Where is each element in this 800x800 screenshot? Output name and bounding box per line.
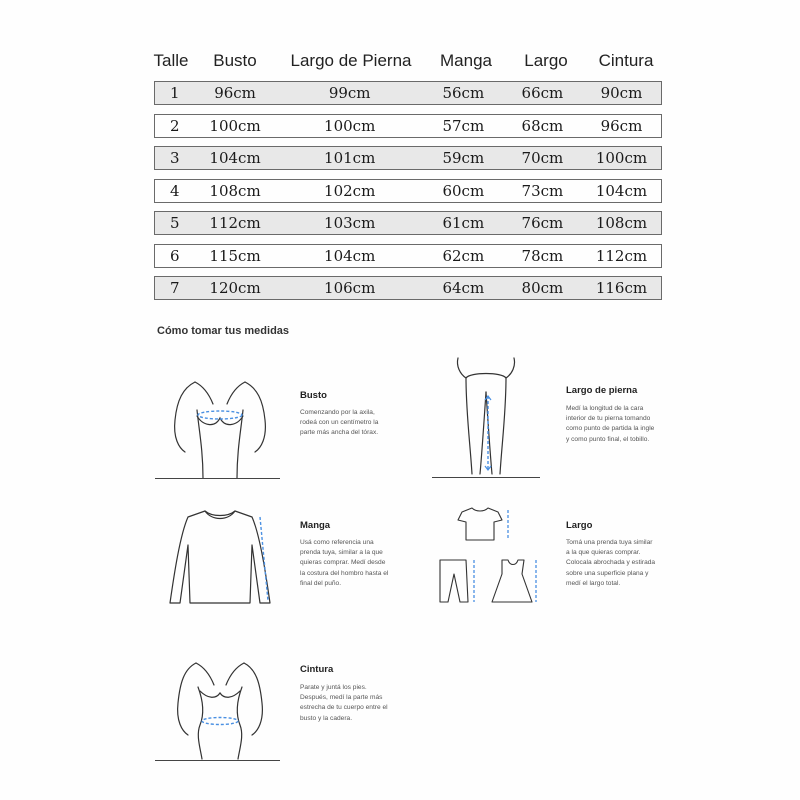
- cintura-desc-line: Después, medí la parte más: [300, 694, 383, 702]
- cell-busto: 115cm: [209, 246, 261, 265]
- largo-pierna-figure: [430, 352, 540, 480]
- cell-manga: 59cm: [442, 149, 485, 167]
- header-largo-pierna: Largo de Pierna: [290, 51, 412, 70]
- manga-title: Manga: [300, 520, 331, 531]
- busto-description: [300, 408, 378, 439]
- cell-talle: 5: [169, 214, 180, 232]
- header-busto: Busto: [213, 51, 257, 70]
- cell-busto: 120cm: [209, 279, 261, 297]
- cell-largo-pierna: 100cm: [324, 116, 376, 135]
- manga-description: [300, 538, 388, 589]
- cell-talle: 6: [169, 246, 180, 265]
- cell-manga: 61cm: [442, 214, 485, 232]
- cell-talle: 4: [169, 181, 180, 200]
- cell-manga: 56cm: [442, 84, 485, 102]
- table-row: [154, 276, 662, 300]
- cell-manga: 57cm: [442, 116, 485, 135]
- busto-desc-line: Comenzando por la axila,: [300, 409, 375, 416]
- cell-manga: 60cm: [442, 181, 485, 200]
- table-row: [154, 211, 662, 235]
- cell-cintura: 90cm: [600, 84, 643, 102]
- table-row: [154, 114, 662, 138]
- cell-cintura: 116cm: [595, 279, 648, 297]
- cell-busto: 112cm: [209, 214, 261, 232]
- cell-largo-pierna: 106cm: [324, 279, 376, 297]
- busto-title: Busto: [300, 390, 327, 401]
- largo-desc-line: Colocala abrochada y estirada: [566, 559, 656, 567]
- largo-desc-line: Tomá una prenda tuya similar: [566, 539, 653, 546]
- cell-cintura: 96cm: [600, 116, 643, 135]
- cell-largo-pierna: 104cm: [324, 246, 376, 265]
- header-cintura: Cintura: [598, 51, 654, 70]
- cell-cintura: 104cm: [595, 181, 648, 200]
- manga-figure: [160, 505, 285, 610]
- size-table: [148, 45, 668, 309]
- largo-description: [566, 538, 655, 589]
- cell-largo-pierna: 99cm: [328, 84, 371, 102]
- busto-figure: [155, 360, 285, 480]
- cintura-desc-line: busto y la cadera.: [300, 714, 353, 722]
- busto-baseline: [155, 478, 280, 479]
- cell-busto: 100cm: [209, 116, 261, 135]
- cell-cintura: 112cm: [595, 246, 648, 265]
- largo-title: Largo: [566, 520, 593, 531]
- cell-talle: 3: [169, 149, 180, 167]
- cell-largo: 78cm: [521, 246, 564, 265]
- table-row: [154, 244, 662, 268]
- cintura-desc-line: estrecha de tu cuerpo entre el: [300, 704, 388, 712]
- cintura-desc-line: Parate y juntá los pies.: [300, 684, 367, 691]
- table-header: [148, 45, 668, 77]
- cell-cintura: 100cm: [595, 149, 648, 167]
- largo-figure: [432, 502, 542, 612]
- cell-manga: 64cm: [442, 279, 485, 297]
- largo-pierna-desc-line: como punto de partida la ingle: [566, 425, 655, 433]
- cell-largo: 73cm: [521, 181, 564, 200]
- table-row: [154, 81, 662, 105]
- cell-talle: 7: [169, 279, 180, 297]
- cell-manga: 62cm: [442, 246, 485, 265]
- cell-largo: 68cm: [521, 116, 564, 135]
- cell-largo: 70cm: [521, 149, 564, 167]
- header-talle: Talle: [153, 51, 189, 70]
- cell-largo: 66cm: [521, 84, 564, 102]
- largo-pierna-desc-line: Medí la longitud de la cara: [566, 405, 644, 412]
- guide-title: Cómo tomar tus medidas: [157, 325, 290, 337]
- header-manga: Manga: [440, 51, 492, 70]
- cell-busto: 96cm: [214, 84, 256, 102]
- cell-busto: 108cm: [209, 181, 261, 200]
- busto-desc-line: parte más ancha del tórax.: [300, 429, 379, 437]
- manga-desc-line: Usá como referencia una: [300, 539, 374, 546]
- manga-desc-line: prenda tuya, similar a la que: [300, 549, 383, 557]
- cell-largo: 80cm: [521, 279, 564, 297]
- cell-largo-pierna: 101cm: [324, 149, 376, 167]
- largo-pierna-description: [566, 404, 654, 445]
- table-row: [154, 146, 662, 170]
- header-largo: Largo: [524, 51, 568, 70]
- table-row: [154, 179, 662, 203]
- manga-desc-line: la costura del hombro hasta el: [300, 569, 389, 577]
- largo-desc-line: sobre una superficie plana y: [566, 569, 649, 577]
- largo-desc-line: medí el largo total.: [566, 579, 621, 587]
- cell-talle: 1: [169, 84, 180, 102]
- cintura-description: [300, 683, 388, 724]
- cintura-baseline: [155, 760, 280, 761]
- cintura-figure: [160, 643, 280, 761]
- largo-pierna-desc-line: y como punto final, el tobillo.: [566, 435, 650, 443]
- largo-desc-line: a la que quieras comprar.: [566, 549, 641, 557]
- manga-desc-line: quieras comprar. Medí desde: [300, 559, 386, 567]
- largo-pierna-title: Largo de pierna: [566, 385, 638, 396]
- cell-busto: 104cm: [209, 149, 261, 167]
- cell-largo: 76cm: [521, 214, 564, 232]
- busto-desc-line: rodeá con un centímetro la: [300, 419, 379, 427]
- cell-largo-pierna: 102cm: [324, 181, 376, 200]
- cell-largo-pierna: 103cm: [324, 214, 376, 232]
- manga-desc-line: final del puño.: [300, 579, 342, 587]
- largo-pierna-baseline: [432, 477, 540, 478]
- cell-cintura: 108cm: [595, 214, 648, 232]
- cell-talle: 2: [169, 116, 180, 135]
- largo-pierna-desc-line: interior de tu pierna tomando: [566, 415, 651, 423]
- cintura-title: Cintura: [300, 664, 334, 675]
